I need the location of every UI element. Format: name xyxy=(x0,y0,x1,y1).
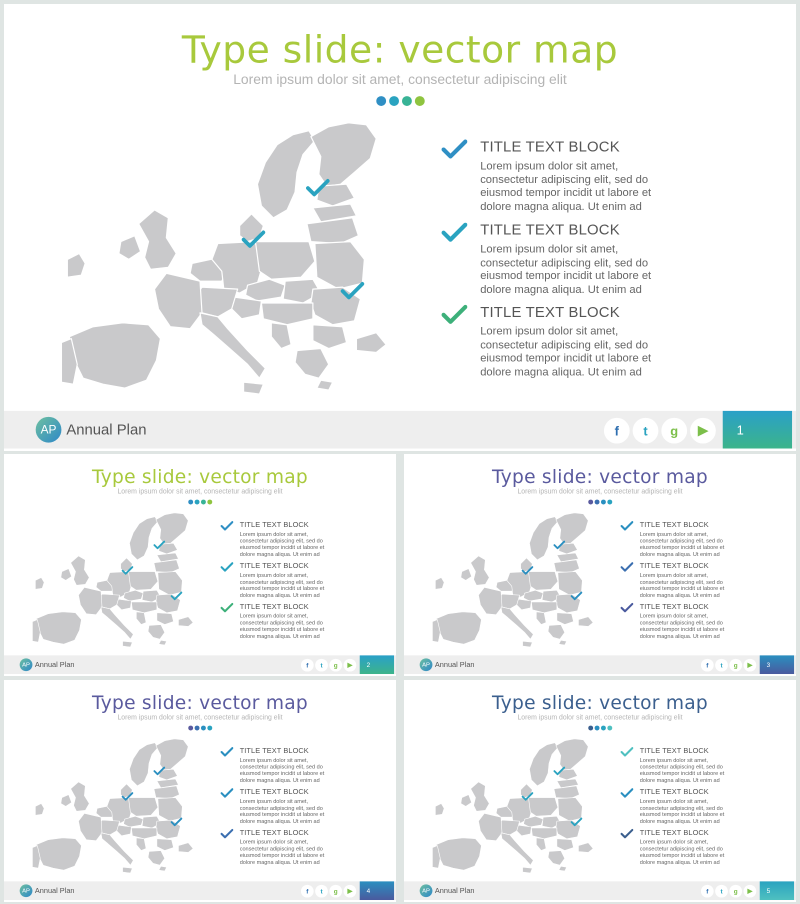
dot xyxy=(195,726,200,731)
map-check-icon xyxy=(553,766,565,778)
slide-subtitle: Lorem ipsum dolor sit amet, consectetur adipiscing elit xyxy=(117,487,283,496)
logo-icon: AP xyxy=(420,884,433,897)
decorative-dots xyxy=(588,726,612,731)
block-title: TITLE TEXT BLOCK xyxy=(639,828,709,837)
block-body: Lorem ipsum dolor sit amet, consectetur adipiscing elit, sed do eiusmod tempor incidit ut labore et dolore magna aliqua. Ut enim ad xyxy=(480,160,652,213)
block-title: TITLE TEXT BLOCK xyxy=(480,138,620,156)
slide-subtitle: Lorem ipsum dolor sit amet, consectetur adipiscing elit xyxy=(117,713,283,722)
youtube-icon[interactable]: ▶ xyxy=(744,659,757,672)
block-body: Lorem ipsum dolor sit amet, consectetur adipiscing elit, sed do eiusmod tempor incidit ut labore et dolore magna aliqua. Ut enim ad xyxy=(639,757,725,784)
slide-subtitle: Lorem ipsum dolor sit amet, consectetur adipiscing elit xyxy=(233,71,567,88)
slide-subtitle: Lorem ipsum dolor sit amet, consectetur adipiscing elit xyxy=(517,713,683,722)
check-icon xyxy=(221,747,234,758)
brand-name: Annual Plan xyxy=(34,886,75,896)
check-icon xyxy=(621,521,634,532)
map-check-icon xyxy=(306,178,330,203)
map-check-icon xyxy=(122,566,134,578)
dot xyxy=(402,96,412,106)
block-body: Lorem ipsum dolor sit amet, consectetur adipiscing elit, sed do eiusmod tempor incidit ut labore et dolore magna aliqua. Ut enim ad xyxy=(239,757,325,784)
slide-footer xyxy=(4,881,396,900)
block-title: TITLE TEXT BLOCK xyxy=(639,787,709,797)
brand-name: Annual Plan xyxy=(66,421,147,439)
check-icon xyxy=(221,521,234,532)
dot xyxy=(195,500,200,505)
block-title: TITLE TEXT BLOCK xyxy=(239,602,309,611)
slide-1[interactable] xyxy=(4,4,796,451)
dot xyxy=(607,500,612,505)
check-icon xyxy=(621,828,634,839)
block-title: TITLE TEXT BLOCK xyxy=(239,520,309,529)
twitter-icon[interactable]: t xyxy=(315,659,328,672)
page-number: 4 xyxy=(360,881,394,900)
facebook-icon[interactable]: f xyxy=(301,885,314,898)
twitter-icon[interactable]: t xyxy=(715,659,728,672)
map-check-icon xyxy=(522,792,534,804)
youtube-icon[interactable]: ▶ xyxy=(344,885,357,898)
google-plus-icon[interactable]: g xyxy=(329,659,342,672)
block-title: TITLE TEXT BLOCK xyxy=(639,602,709,611)
facebook-icon[interactable]: f xyxy=(701,885,714,898)
check-icon xyxy=(621,602,634,613)
dot xyxy=(415,96,425,106)
slide-2[interactable] xyxy=(4,454,396,676)
twitter-icon[interactable]: t xyxy=(715,885,728,898)
block-body: Lorem ipsum dolor sit amet, consectetur adipiscing elit, sed do eiusmod tempor incidit ut labore et dolore magna aliqua. Ut enim ad xyxy=(639,572,725,599)
decorative-dots xyxy=(376,96,425,106)
dot xyxy=(601,726,606,731)
slide-footer xyxy=(4,655,396,674)
slide-title: Type slide: vector map xyxy=(92,691,308,714)
dot xyxy=(595,500,600,505)
brand-name: Annual Plan xyxy=(34,660,75,670)
page-number: 1 xyxy=(723,411,792,449)
dot xyxy=(188,500,193,505)
dot xyxy=(601,500,606,505)
map-check-icon xyxy=(171,591,183,603)
check-icon xyxy=(621,788,634,799)
block-body: Lorem ipsum dolor sit amet, consectetur adipiscing elit, sed do eiusmod tempor incidit ut labore et dolore magna aliqua. Ut enim ad xyxy=(639,613,725,640)
facebook-icon[interactable]: f xyxy=(301,659,314,672)
slide-title: Type slide: vector map xyxy=(92,465,308,488)
map-check-icon xyxy=(553,540,565,552)
brand-name: Annual Plan xyxy=(434,660,475,670)
twitter-icon[interactable]: t xyxy=(633,418,659,444)
page-number: 5 xyxy=(760,881,794,900)
map-check-icon xyxy=(341,281,365,306)
slide-footer xyxy=(4,411,796,449)
slide-4[interactable] xyxy=(4,680,396,902)
block-title: TITLE TEXT BLOCK xyxy=(639,561,709,571)
check-icon xyxy=(442,304,468,326)
slide-title: Type slide: vector map xyxy=(492,691,708,714)
logo-icon: AP xyxy=(36,417,62,443)
page-number: 3 xyxy=(760,655,794,674)
block-title: TITLE TEXT BLOCK xyxy=(480,221,620,239)
decorative-dots xyxy=(188,500,212,505)
block-body: Lorem ipsum dolor sit amet, consectetur adipiscing elit, sed do eiusmod tempor incidit ut labore et dolore magna aliqua. Ut enim ad xyxy=(480,243,652,296)
logo-icon: AP xyxy=(20,658,33,671)
logo-icon: AP xyxy=(20,884,33,897)
block-title: TITLE TEXT BLOCK xyxy=(639,520,709,529)
check-icon xyxy=(621,747,634,758)
block-body: Lorem ipsum dolor sit amet, consectetur adipiscing elit, sed do eiusmod tempor incidit ut labore et dolore magna aliqua. Ut enim ad xyxy=(639,531,725,558)
check-icon xyxy=(221,788,234,799)
block-body: Lorem ipsum dolor sit amet, consectetur adipiscing elit, sed do eiusmod tempor incidit ut labore et dolore magna aliqua. Ut enim ad xyxy=(239,613,325,640)
europe-map xyxy=(429,509,610,651)
decorative-dots xyxy=(588,500,612,505)
dot xyxy=(201,726,206,731)
block-body: Lorem ipsum dolor sit amet, consectetur adipiscing elit, sed do eiusmod tempor incidit ut labore et dolore magna aliqua. Ut enim ad xyxy=(239,839,325,866)
brand-name: Annual Plan xyxy=(434,886,475,896)
google-plus-icon[interactable]: g xyxy=(661,418,687,444)
block-title: TITLE TEXT BLOCK xyxy=(480,303,620,321)
europe-map xyxy=(429,735,610,877)
google-plus-icon[interactable]: g xyxy=(729,885,742,898)
youtube-icon[interactable]: ▶ xyxy=(690,418,716,444)
europe-map xyxy=(29,735,210,877)
europe-map xyxy=(54,115,420,402)
block-body: Lorem ipsum dolor sit amet, consectetur adipiscing elit, sed do eiusmod tempor incidit ut labore et dolore magna aliqua. Ut enim ad xyxy=(639,798,725,825)
facebook-icon[interactable]: f xyxy=(701,659,714,672)
map-check-icon xyxy=(242,230,266,255)
check-icon xyxy=(442,139,468,161)
block-title: TITLE TEXT BLOCK xyxy=(239,828,309,837)
dot xyxy=(201,500,206,505)
slide-footer xyxy=(404,881,796,900)
block-body: Lorem ipsum dolor sit amet, consectetur adipiscing elit, sed do eiusmod tempor incidit ut labore et dolore magna aliqua. Ut enim ad xyxy=(239,572,325,599)
page-number: 2 xyxy=(360,655,394,674)
slide-footer xyxy=(404,655,796,674)
slide-3[interactable] xyxy=(404,454,796,676)
check-icon xyxy=(221,828,234,839)
block-title: TITLE TEXT BLOCK xyxy=(239,746,309,755)
google-plus-icon[interactable]: g xyxy=(329,885,342,898)
dot xyxy=(376,96,386,106)
block-body: Lorem ipsum dolor sit amet, consectetur adipiscing elit, sed do eiusmod tempor incidit ut labore et dolore magna aliqua. Ut enim ad xyxy=(239,798,325,825)
map-check-icon xyxy=(153,540,165,552)
map-check-icon xyxy=(171,817,183,829)
slide-title: Type slide: vector map xyxy=(492,465,708,488)
check-icon xyxy=(621,562,634,573)
logo-icon: AP xyxy=(420,658,433,671)
twitter-icon[interactable]: t xyxy=(315,885,328,898)
map-check-icon xyxy=(571,591,583,603)
facebook-icon[interactable]: f xyxy=(604,418,630,444)
check-icon xyxy=(442,222,468,244)
block-body: Lorem ipsum dolor sit amet, consectetur adipiscing elit, sed do eiusmod tempor incidit ut labore et dolore magna aliqua. Ut enim ad xyxy=(239,531,325,558)
block-body: Lorem ipsum dolor sit amet, consectetur adipiscing elit, sed do eiusmod tempor incidit ut labore et dolore magna aliqua. Ut enim ad xyxy=(480,325,652,379)
dot xyxy=(207,500,212,505)
block-title: TITLE TEXT BLOCK xyxy=(239,787,309,797)
dot xyxy=(595,726,600,731)
map-check-icon xyxy=(153,766,165,778)
block-body: Lorem ipsum dolor sit amet, consectetur adipiscing elit, sed do eiusmod tempor incidit ut labore et dolore magna aliqua. Ut enim ad xyxy=(639,839,725,866)
dot xyxy=(207,726,212,731)
dot xyxy=(607,726,612,731)
dot xyxy=(389,96,399,106)
map-check-icon xyxy=(522,566,534,578)
decorative-dots xyxy=(188,726,212,731)
dot xyxy=(188,726,193,731)
google-plus-icon[interactable]: g xyxy=(729,659,742,672)
youtube-icon[interactable]: ▶ xyxy=(744,885,757,898)
dot xyxy=(588,726,593,731)
youtube-icon[interactable]: ▶ xyxy=(344,659,357,672)
block-title: TITLE TEXT BLOCK xyxy=(639,746,709,755)
map-check-icon xyxy=(122,792,134,804)
block-title: TITLE TEXT BLOCK xyxy=(239,561,309,571)
check-icon xyxy=(221,562,234,573)
slide-subtitle: Lorem ipsum dolor sit amet, consectetur adipiscing elit xyxy=(517,487,683,496)
map-check-icon xyxy=(571,817,583,829)
check-icon xyxy=(221,602,234,613)
europe-map xyxy=(29,509,210,651)
dot xyxy=(588,500,593,505)
slide-5[interactable] xyxy=(404,680,796,902)
slide-title: Type slide: vector map xyxy=(181,27,619,72)
